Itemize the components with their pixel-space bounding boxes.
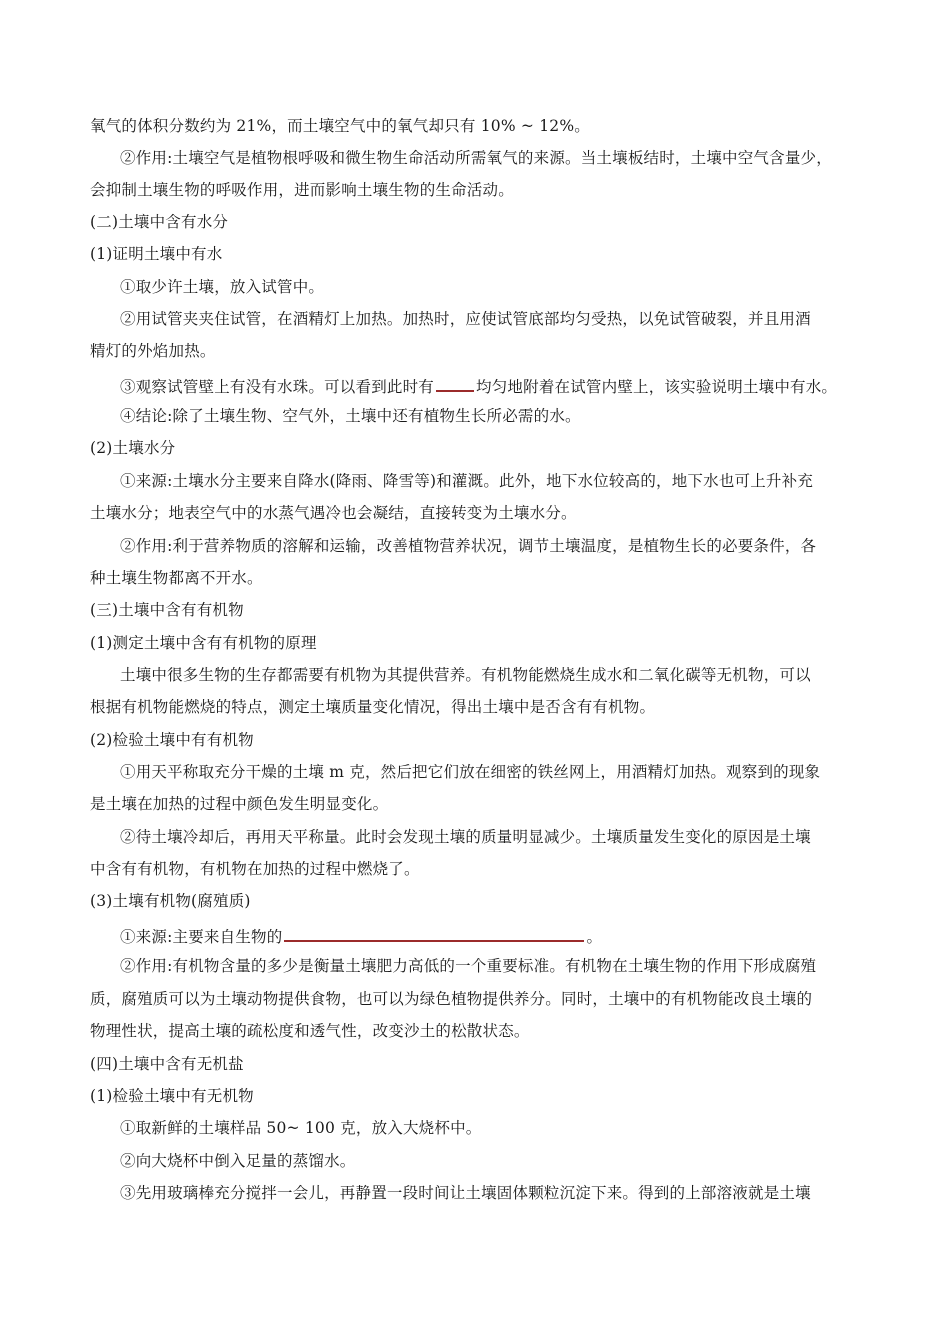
answer-blank[interactable] bbox=[284, 924, 584, 942]
subsection-heading: (1)测定土壤中含有有机物的原理 bbox=[90, 634, 317, 652]
text-line: 氧气的体积分数约为 21%，而土壤空气中的氧气却只有 10% ~ 12%。 bbox=[90, 117, 590, 135]
subsection-heading: (1)证明土壤中有水 bbox=[90, 245, 223, 263]
section-heading: (二)土壤中含有水分 bbox=[90, 213, 229, 231]
text-line: ①取少许土壤，放入试管中。 bbox=[120, 278, 325, 296]
text-line: ②待土壤冷却后，再用天平称量。此时会发现土壤的质量明显减少。土壤质量发生变化的原因是土壤 bbox=[120, 828, 811, 846]
text-line: 种土壤生物都离不开水。 bbox=[90, 569, 263, 587]
text-line: ②向大烧杯中倒入足量的蒸馏水。 bbox=[120, 1152, 356, 1170]
subsection-heading: (2)检验土壤中有有机物 bbox=[90, 731, 254, 749]
text-line: ②作用:有机物含量的多少是衡量土壤肥力高低的一个重要标准。有机物在土壤生物的作用下形成腐殖 bbox=[120, 957, 817, 975]
text-line: 物理性状，提高土壤的疏松度和透气性，改变沙土的松散状态。 bbox=[90, 1022, 530, 1040]
text-line: 是土壤在加热的过程中颜色发生明显变化。 bbox=[90, 795, 389, 813]
text-line: 会抑制土壤生物的呼吸作用，进而影响土壤生物的生命活动。 bbox=[90, 181, 514, 199]
text-line: ④结论:除了土壤生物、空气外，土壤中还有植物生长所必需的水。 bbox=[120, 407, 581, 425]
text-line: ①来源:土壤水分主要来自降水(降雨、降雪等)和灌溉。此外，地下水位较高的，地下水也可上升补充 bbox=[120, 472, 814, 490]
text-line: 精灯的外焰加热。 bbox=[90, 342, 216, 360]
text-segment: ③观察试管壁上有没有水珠。可以看到此时有 bbox=[120, 378, 435, 396]
answer-blank[interactable] bbox=[436, 374, 474, 392]
text-line: ③先用玻璃棒充分搅拌一会儿，再静置一段时间让土壤固体颗粒沉淀下来。得到的上部溶液就是土壤 bbox=[120, 1184, 811, 1202]
text-line-with-blank bbox=[120, 924, 602, 947]
text-line: 根据有机物能燃烧的特点，测定土壤质量变化情况，得出土壤中是否含有有机物。 bbox=[90, 698, 656, 716]
section-heading: (三)土壤中含有有机物 bbox=[90, 601, 244, 619]
text-line-with-blank bbox=[120, 374, 837, 397]
subsection-heading: (2)土壤水分 bbox=[90, 439, 176, 457]
text-line: 质，腐殖质可以为土壤动物提供食物，也可以为绿色植物提供养分。同时，土壤中的有机物能改良土壤的 bbox=[90, 990, 813, 1008]
text-line: 土壤中很多生物的生存都需要有机物为其提供营养。有机物能燃烧生成水和二氧化碳等无机物，可以 bbox=[120, 666, 811, 684]
text-segment: 均匀地附着在试管内壁上，该实验说明土壤中有水。 bbox=[476, 378, 838, 396]
text-line: ②作用:利于营养物质的溶解和运输，改善植物营养状况，调节土壤温度，是植物生长的必要条件，各 bbox=[120, 537, 817, 555]
subsection-heading: (3)土壤有机物(腐殖质) bbox=[90, 892, 251, 910]
text-segment: ①来源:主要来自生物的 bbox=[120, 928, 283, 946]
subsection-heading: (1)检验土壤中有无机物 bbox=[90, 1087, 254, 1105]
text-line: ②作用:土壤空气是植物根呼吸和微生物生命活动所需氧气的来源。当土壤板结时，土壤中空气含量少， bbox=[120, 149, 832, 167]
section-heading: (四)土壤中含有无机盐 bbox=[90, 1055, 244, 1073]
text-line: ①取新鲜的土壤样品 50~ 100 克，放入大烧杯中。 bbox=[120, 1119, 482, 1137]
text-line: 中含有有机物，有机物在加热的过程中燃烧了。 bbox=[90, 860, 420, 878]
text-line: ②用试管夹夹住试管，在酒精灯上加热。加热时，应使试管底部均匀受热，以免试管破裂，并且用酒 bbox=[120, 310, 811, 328]
text-line: ①用天平称取充分干燥的土壤 m 克，然后把它们放在细密的铁丝网上，用酒精灯加热。观察到的现象 bbox=[120, 763, 821, 781]
text-segment: 。 bbox=[586, 928, 603, 946]
text-line: 土壤水分；地表空气中的水蒸气遇冷也会凝结，直接转变为土壤水分。 bbox=[90, 504, 577, 522]
